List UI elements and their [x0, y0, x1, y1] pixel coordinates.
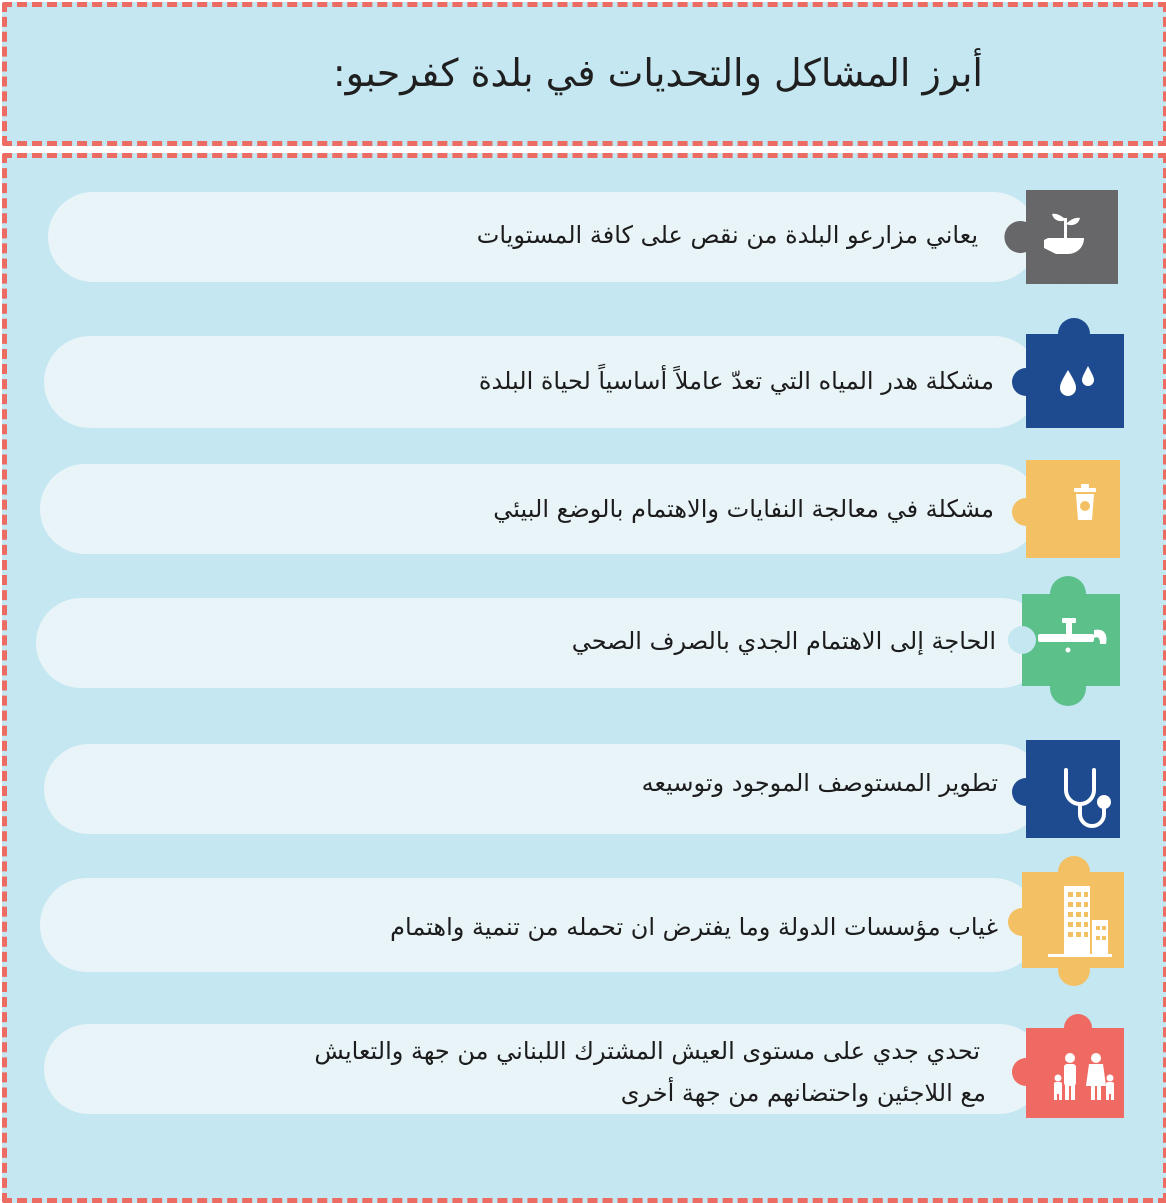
item-text: مشكلة في معالجة النفايات والاهتمام بالوضع البيئي [493, 495, 994, 523]
item-text: مشكلة هدر المياه التي تعدّ عاملاً أساسياً لحياة البلدة [478, 367, 994, 395]
puzzle-piece [1012, 1014, 1124, 1118]
puzzle-piece [1012, 310, 1124, 428]
puzzle-piece [1012, 460, 1120, 558]
header-panel [2, 2, 1166, 146]
item-text: تطوير المستوصف الموجود وتوسيعه [641, 769, 998, 797]
item-text: غياب مؤسسات الدولة وما يفترض ان تحمله من تنمية واهتمام [390, 913, 998, 941]
page-title: أبرز المشاكل والتحديات في بلدة كفرحبو: [332, 51, 983, 95]
item-text: الحاجة إلى الاهتمام الجدي بالصرف الصحي [571, 627, 996, 655]
puzzle-piece [1000, 190, 1118, 284]
item-text-line-1: تحدي جدي على مستوى العيش المشترك اللبناني من جهة والتعايش [314, 1037, 980, 1065]
puzzle-piece [1008, 566, 1120, 718]
puzzle-piece [1012, 740, 1120, 838]
puzzle-piece [1008, 848, 1124, 998]
item-text-line-2: مع اللاجئين واحتضانهم من جهة أخرى [620, 1079, 986, 1107]
item-text: يعاني مزارعو البلدة من نقص على كافة المستويات [476, 221, 978, 249]
